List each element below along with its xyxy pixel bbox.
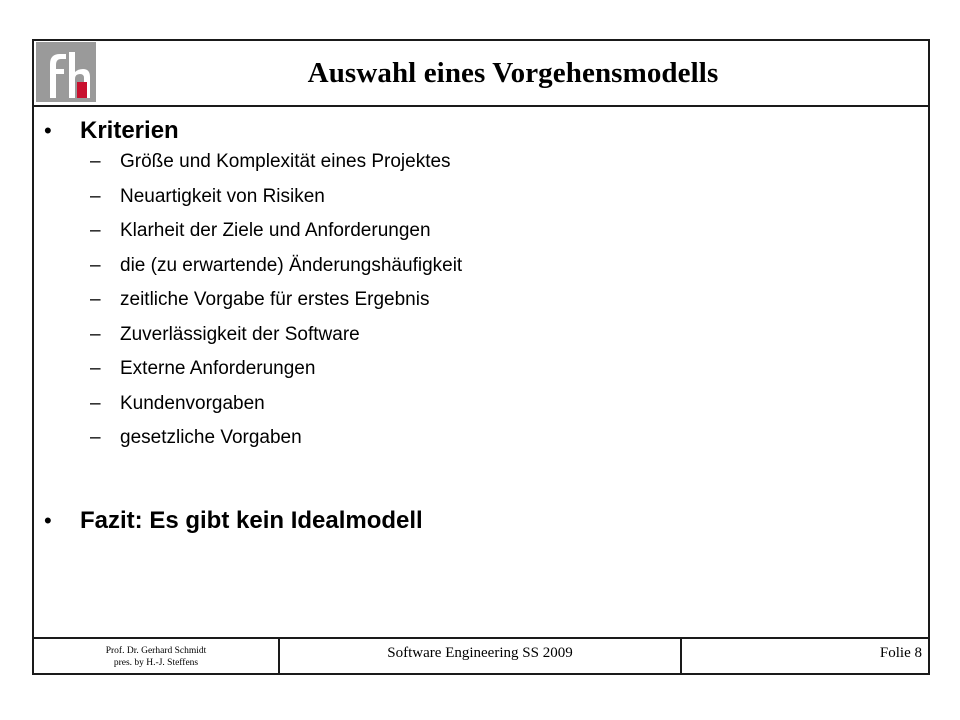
slide-footer: [34, 637, 928, 673]
author-line: Prof. Dr. Gerhard Schmidt: [105, 646, 207, 656]
criteria-list: [90, 151, 462, 462]
presenter-line: pres. by H.-J. Steffens: [113, 658, 199, 668]
list-item: – gesetzliche Vorgaben: [90, 427, 302, 448]
footer-author: [34, 639, 280, 673]
list-item: – die (zu erwartende) Änderungshäufigkeit: [90, 254, 463, 276]
bullet-dot: •: [44, 118, 52, 143]
criteria-heading: Kriterien: [80, 117, 179, 144]
footer-slide-number: Folie 8: [879, 645, 922, 661]
conclusion-bullet: [44, 507, 423, 535]
slide-header: [34, 41, 928, 107]
bullet-dot: •: [44, 508, 52, 533]
list-item: – Neuartigkeit von Risiken: [90, 185, 325, 207]
list-item: – Klarheit der Ziele und Anforderungen: [90, 220, 431, 241]
list-item: – zeitliche Vorgabe für erstes Ergebnis: [90, 289, 430, 310]
slide-title: Auswahl eines Vorgehensmodells: [307, 56, 719, 89]
criteria-bullet: [44, 117, 179, 145]
fh-logo: [36, 42, 96, 102]
list-item: – Externe Anforderungen: [90, 358, 316, 379]
slide-frame: [32, 39, 930, 675]
list-item: – Kundenvorgaben: [90, 392, 265, 414]
list-item: – Größe und Komplexität eines Projektes: [90, 151, 451, 172]
list-item: – Zuverlässigkeit der Software: [90, 323, 360, 345]
slide-content: [34, 107, 928, 637]
conclusion-text: Fazit: Es gibt kein Idealmodell: [80, 507, 423, 534]
footer-course: Software Engineering SS 2009: [280, 639, 682, 673]
